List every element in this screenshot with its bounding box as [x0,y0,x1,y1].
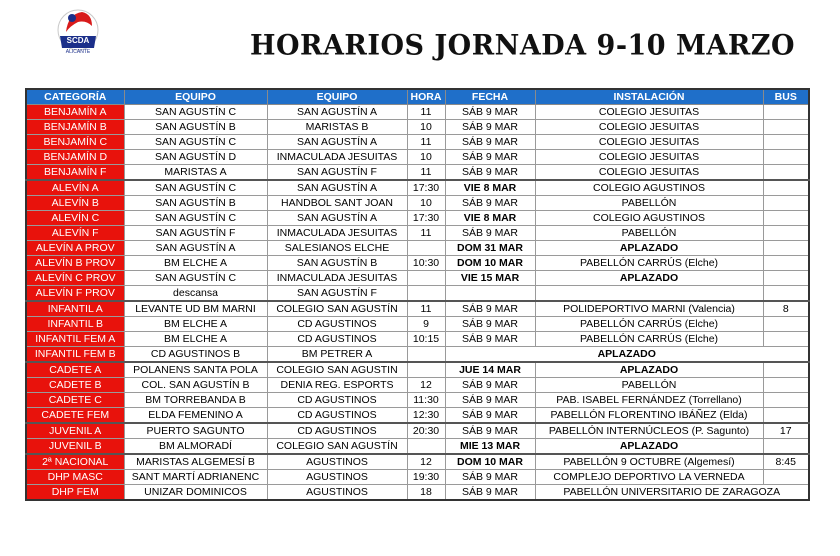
cell-equipo-2: INMACULADA JESUITAS [267,271,407,286]
cell-hora: 18 [407,485,445,501]
header-equipo-2: EQUIPO [267,89,407,105]
cell-instalacion: PABELLÓN CARRÚS (Elche) [535,332,763,347]
cell-instalacion: COLEGIO JESUITAS [535,135,763,150]
cell-bus [763,378,809,393]
cell-hora: 11 [407,165,445,181]
cell-fecha: SÁB 9 MAR [445,423,535,439]
cell-categoria: DHP FEM [26,485,124,501]
cell-fecha: SÁB 9 MAR [445,301,535,317]
cell-hora: 10:30 [407,256,445,271]
cell-instalacion: PABELLÓN 9 OCTUBRE (Algemesí) [535,454,763,470]
cell-bus [763,226,809,241]
table-row [26,286,809,302]
club-logo [52,6,104,56]
cell-categoria: JUVENIL B [26,439,124,455]
cell-instalacion: COLEGIO JESUITAS [535,105,763,120]
table-row [26,226,809,241]
cell-instalacion: POLIDEPORTIVO MARNI (Valencia) [535,301,763,317]
table-row [26,454,809,470]
cell-hora [407,271,445,286]
cell-fecha: JUE 14 MAR [445,362,535,378]
cell-instalacion: PABELLÓN CARRÚS (Elche) [535,317,763,332]
cell-equipo-1: LEVANTE UD BM MARNI [124,301,267,317]
table-row [26,271,809,286]
cell-bus [763,196,809,211]
cell-bus [763,211,809,226]
cell-bus [763,180,809,196]
cell-equipo-2: SAN AGUSTÍN A [267,135,407,150]
table-row [26,150,809,165]
cell-categoria: BENJAMÍN F [26,165,124,181]
cell-fecha: SÁB 9 MAR [445,196,535,211]
cell-fecha [445,286,535,302]
header-bus: BUS [763,89,809,105]
cell-categoria: INFANTIL FEM B [26,347,124,363]
cell-bus [763,470,809,485]
cell-hora [407,286,445,302]
cell-equipo-2: MARISTAS B [267,120,407,135]
cell-equipo-2: DENIA REG. ESPORTS [267,378,407,393]
cell-bus [763,439,809,455]
cell-equipo-1: MARISTAS ALGEMESÍ B [124,454,267,470]
cell-bus: 17 [763,423,809,439]
cell-hora: 10:15 [407,332,445,347]
cell-bus [763,105,809,120]
cell-instalacion: PABELLÓN CARRÚS (Elche) [535,256,763,271]
cell-categoria: BENJAMÍN D [26,150,124,165]
cell-categoria: BENJAMÍN A [26,105,124,120]
cell-hora: 10 [407,196,445,211]
cell-categoria: CADETE C [26,393,124,408]
logo-text-top: SCDA [66,36,90,45]
cell-categoria: CADETE FEM [26,408,124,424]
cell-hora: 12 [407,378,445,393]
table-row [26,196,809,211]
cell-instalacion: COLEGIO AGUSTINOS [535,211,763,226]
cell-fecha: SÁB 9 MAR [445,105,535,120]
cell-fecha: SÁB 9 MAR [445,332,535,347]
header-hora: HORA [407,89,445,105]
cell-instalacion: APLAZADO [535,439,763,455]
table-row [26,470,809,485]
cell-fecha: MIE 13 MAR [445,439,535,455]
cell-instalacion: PABELLÓN UNIVERSITARIO DE ZARAGOZA [535,485,809,501]
cell-fecha: SÁB 9 MAR [445,150,535,165]
cell-categoria: ALEVÍN C PROV [26,271,124,286]
cell-categoria: ALEVÍN C [26,211,124,226]
table-row [26,332,809,347]
cell-bus [763,408,809,424]
cell-equipo-2: INMACULADA JESUITAS [267,150,407,165]
cell-bus: 8 [763,301,809,317]
cell-categoria: BENJAMÍN C [26,135,124,150]
cell-hora: 11 [407,226,445,241]
cell-categoria: ALEVÍN F [26,226,124,241]
cell-equipo-2: INMACULADA JESUITAS [267,226,407,241]
cell-bus [763,256,809,271]
cell-equipo-2: COLEGIO SAN AGUSTÍN [267,439,407,455]
cell-hora: 11 [407,301,445,317]
cell-bus [763,332,809,347]
table-row [26,241,809,256]
cell-equipo-2: CD AGUSTINOS [267,393,407,408]
cell-fecha: DOM 10 MAR [445,256,535,271]
cell-hora: 17:30 [407,211,445,226]
cell-hora: 17:30 [407,180,445,196]
header-fecha: FECHA [445,89,535,105]
cell-instalacion: APLAZADO [535,271,763,286]
table-row [26,439,809,455]
cell-instalacion: PABELLÓN [535,196,763,211]
cell-categoria: INFANTIL A [26,301,124,317]
cell-bus [763,362,809,378]
cell-equipo-1: SANT MARTÍ ADRIANENC [124,470,267,485]
cell-instalacion: APLAZADO [445,347,809,363]
cell-categoria: 2ª NACIONAL [26,454,124,470]
table-row [26,317,809,332]
cell-bus [763,317,809,332]
cell-hora: 11 [407,105,445,120]
header-categoria: CATEGORÍA [26,89,124,105]
cell-instalacion: APLAZADO [535,362,763,378]
cell-fecha: SÁB 9 MAR [445,408,535,424]
cell-instalacion: COMPLEJO DEPORTIVO LA VERNEDA [535,470,763,485]
table-row [26,378,809,393]
cell-categoria: ALEVÍN F PROV [26,286,124,302]
cell-fecha: SÁB 9 MAR [445,120,535,135]
cell-bus [763,271,809,286]
cell-equipo-1: SAN AGUSTÍN B [124,196,267,211]
cell-equipo-1: UNIZAR DOMINICOS [124,485,267,501]
cell-hora: 20:30 [407,423,445,439]
cell-equipo-1: PUERTO SAGUNTO [124,423,267,439]
cell-equipo-1: SAN AGUSTÍN B [124,120,267,135]
cell-fecha: SÁB 9 MAR [445,485,535,501]
header-instalacion: INSTALACIÓN [535,89,763,105]
cell-bus [763,286,809,302]
table-row [26,180,809,196]
cell-categoria: CADETE B [26,378,124,393]
cell-hora [407,439,445,455]
cell-bus [763,120,809,135]
cell-equipo-2: CD AGUSTINOS [267,408,407,424]
cell-equipo-2: AGUSTINOS [267,470,407,485]
cell-equipo-1: BM ELCHE A [124,332,267,347]
cell-instalacion: COLEGIO JESUITAS [535,120,763,135]
cell-equipo-1: SAN AGUSTÍN C [124,271,267,286]
cell-equipo-1: COL. SAN AGUSTÍN B [124,378,267,393]
cell-equipo-2: SALESIANOS ELCHE [267,241,407,256]
cell-hora: 10 [407,150,445,165]
cell-instalacion: COLEGIO AGUSTINOS [535,180,763,196]
cell-equipo-1: SAN AGUSTÍN C [124,211,267,226]
table-row [26,362,809,378]
cell-equipo-1: BM ELCHE A [124,317,267,332]
cell-equipo-2: CD AGUSTINOS [267,332,407,347]
table-row [26,423,809,439]
cell-equipo-1: SAN AGUSTÍN C [124,180,267,196]
cell-instalacion: PABELLÓN [535,226,763,241]
cell-equipo-1: descansa [124,286,267,302]
cell-equipo-1: ELDA FEMENINO A [124,408,267,424]
table-row [26,301,809,317]
cell-equipo-2: CD AGUSTINOS [267,423,407,439]
cell-hora [407,241,445,256]
cell-instalacion: PABELLÓN INTERNÚCLEOS (P. Sagunto) [535,423,763,439]
schedule-table [25,88,810,501]
cell-fecha: SÁB 9 MAR [445,317,535,332]
cell-hora [407,362,445,378]
cell-fecha: VIE 8 MAR [445,180,535,196]
cell-equipo-1: SAN AGUSTÍN A [124,241,267,256]
table-row [26,408,809,424]
cell-instalacion: PAB. ISABEL FERNÁNDEZ (Torrellano) [535,393,763,408]
cell-categoria: BENJAMÍN B [26,120,124,135]
table-row [26,256,809,271]
cell-hora: 10 [407,120,445,135]
cell-hora: 19:30 [407,470,445,485]
cell-equipo-2: COLEGIO SAN AGUSTÍN [267,301,407,317]
table-row [26,211,809,226]
cell-categoria: CADETE A [26,362,124,378]
cell-fecha: DOM 10 MAR [445,454,535,470]
cell-categoria: ALEVÍN B PROV [26,256,124,271]
cell-equipo-1: MARISTAS A [124,165,267,181]
cell-equipo-2: CD AGUSTINOS [267,317,407,332]
cell-categoria: INFANTIL B [26,317,124,332]
cell-fecha: SÁB 9 MAR [445,135,535,150]
cell-hora [407,347,445,363]
table-row [26,135,809,150]
cell-equipo-1: BM ALMORADÍ [124,439,267,455]
cell-equipo-2: AGUSTINOS [267,485,407,501]
cell-hora: 9 [407,317,445,332]
cell-hora: 11:30 [407,393,445,408]
cell-equipo-1: SAN AGUSTÍN C [124,105,267,120]
table-row [26,105,809,120]
cell-bus [763,241,809,256]
cell-categoria: INFANTIL FEM A [26,332,124,347]
table-row [26,165,809,181]
cell-equipo-2: SAN AGUSTÍN F [267,286,407,302]
logo-text-bottom: ALICANTE [65,49,91,55]
cell-instalacion: COLEGIO JESUITAS [535,165,763,181]
cell-equipo-2: BM PETRER A [267,347,407,363]
cell-categoria: JUVENIL A [26,423,124,439]
table-row [26,347,809,363]
cell-fecha: SÁB 9 MAR [445,165,535,181]
table-row [26,485,809,501]
cell-instalacion: COLEGIO JESUITAS [535,150,763,165]
cell-equipo-2: SAN AGUSTÍN A [267,211,407,226]
cell-bus: 8:45 [763,454,809,470]
cell-equipo-1: BM ELCHE A [124,256,267,271]
cell-equipo-2: SAN AGUSTÍN B [267,256,407,271]
cell-hora: 11 [407,135,445,150]
table-header-row [26,89,809,105]
cell-instalacion: APLAZADO [535,241,763,256]
cell-equipo-1: POLANENS SANTA POLA [124,362,267,378]
cell-hora: 12 [407,454,445,470]
cell-categoria: ALEVÍN A PROV [26,241,124,256]
cell-categoria: ALEVÍN B [26,196,124,211]
cell-equipo-2: COLEGIO SAN AGUSTIN [267,362,407,378]
cell-fecha: SÁB 9 MAR [445,226,535,241]
cell-instalacion: PABELLÓN FLORENTINO IBÁÑEZ (Elda) [535,408,763,424]
cell-equipo-2: HANDBOL SANT JOAN [267,196,407,211]
cell-fecha: SÁB 9 MAR [445,393,535,408]
cell-fecha: SÁB 9 MAR [445,470,535,485]
cell-bus [763,165,809,181]
cell-categoria: DHP MASC [26,470,124,485]
cell-fecha: VIE 8 MAR [445,211,535,226]
cell-instalacion [535,286,763,302]
cell-equipo-1: BM TORREBANDA B [124,393,267,408]
cell-equipo-1: CD AGUSTINOS B [124,347,267,363]
cell-equipo-2: SAN AGUSTÍN A [267,105,407,120]
cell-fecha: DOM 31 MAR [445,241,535,256]
cell-bus [763,150,809,165]
cell-equipo-2: AGUSTINOS [267,454,407,470]
page-title: HORARIOS JORNADA 9-10 MARZO [250,29,795,62]
cell-equipo-1: SAN AGUSTÍN C [124,135,267,150]
cell-bus [763,393,809,408]
header-equipo-1: EQUIPO [124,89,267,105]
cell-categoria: ALEVÍN A [26,180,124,196]
cell-hora: 12:30 [407,408,445,424]
cell-instalacion: PABELLÓN [535,378,763,393]
cell-equipo-2: SAN AGUSTÍN A [267,180,407,196]
cell-equipo-1: SAN AGUSTÍN D [124,150,267,165]
table-row [26,393,809,408]
cell-equipo-1: SAN AGUSTÍN F [124,226,267,241]
cell-fecha: SÁB 9 MAR [445,378,535,393]
cell-fecha: VIE 15 MAR [445,271,535,286]
cell-bus [763,135,809,150]
cell-equipo-2: SAN AGUSTÍN F [267,165,407,181]
table-row [26,120,809,135]
